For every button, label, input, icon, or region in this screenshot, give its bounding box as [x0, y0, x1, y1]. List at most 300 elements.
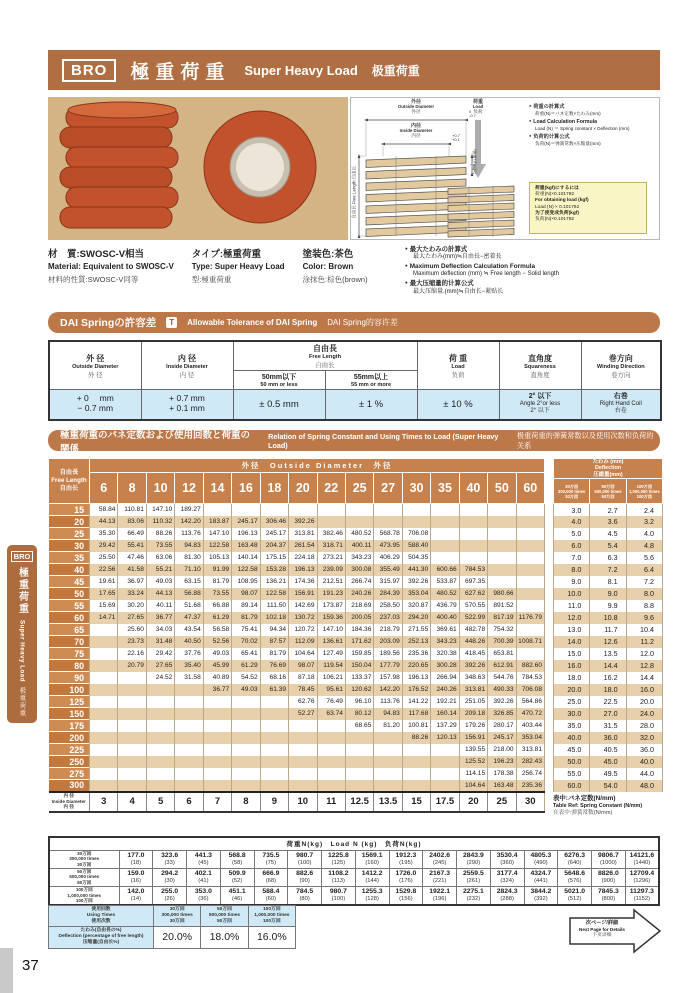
spring-constant-row	[49, 684, 545, 696]
spring-constant-cell: 51.68	[175, 600, 203, 612]
label-line: 100万回	[75, 898, 93, 904]
load-kg-value: (80)	[299, 896, 310, 903]
load-kg-value: (100)	[297, 859, 312, 866]
spring-constant-cell	[118, 672, 146, 684]
spring-constant-cell: 105.13	[203, 552, 231, 564]
od-tolerance-label: 0 -0.7	[469, 109, 476, 119]
spring-constant-cell: 1008.71	[516, 636, 544, 648]
formula-title: ● 荷重の計算式	[529, 104, 657, 111]
formula-title: ● 最大压缩量的计算公式	[405, 280, 661, 288]
spring-constant-cell: 87.18	[289, 672, 317, 684]
load-kg-value: (221)	[432, 878, 447, 885]
legend-en: Table Ref: Spring Constant (N/mm)	[553, 803, 643, 810]
spring-constant-cell	[516, 576, 544, 588]
spring-constant-cell: 14.71	[90, 612, 118, 624]
free-length-label: 300	[49, 780, 90, 792]
spring-constant-cell	[118, 732, 146, 744]
deflection-cell: 4.0	[626, 528, 662, 540]
spring-constant-cell	[289, 732, 317, 744]
spring-constant-cell: 504.35	[402, 552, 430, 564]
spring-constant-row	[49, 516, 545, 528]
load-row	[49, 868, 659, 886]
od-value: 10	[146, 473, 174, 504]
load-kg-value: (441)	[534, 878, 548, 885]
spring-constant-cell: 522.99	[459, 612, 487, 624]
deflection-cell: 54.0	[590, 780, 626, 792]
deflection-cell: 13.5	[590, 648, 626, 660]
id-dimension-label: 内径 Inside Diameter 内径	[399, 123, 433, 138]
spring-constant-cell: 29.42	[146, 648, 174, 660]
spring-constant-cell: 15.69	[90, 600, 118, 612]
spring-constant-cell	[431, 540, 459, 552]
spring-constant-cell	[431, 780, 459, 792]
spring-constant-cell	[317, 768, 345, 780]
fl55-tolerance-value: ± 1 %	[325, 390, 417, 420]
load-kg-value: (75)	[265, 859, 277, 866]
deflection-cell: 3.0	[554, 504, 590, 516]
load-cell	[423, 886, 457, 905]
spring-constant-cell	[516, 516, 544, 528]
load-kg-value: (900)	[601, 878, 616, 885]
load-cell	[423, 850, 457, 868]
load-kg-value: (46)	[231, 896, 243, 903]
table-legend	[553, 795, 695, 818]
spring-constant-cell: 120.13	[431, 732, 459, 744]
spring-constant-cell: 113.76	[175, 528, 203, 540]
spring-constant-cell: 174.36	[289, 576, 317, 588]
spring-constant-cell	[146, 756, 174, 768]
spring-constant-cell	[175, 732, 203, 744]
spring-constant-cell: 235.36	[516, 780, 544, 792]
spring-constant-cell	[459, 528, 487, 540]
load-kg-value: (36)	[198, 896, 209, 903]
spring-constant-row	[49, 708, 545, 720]
spring-constant-cell: 119.54	[317, 660, 345, 672]
spring-constant-section-header	[48, 429, 660, 455]
type-column	[192, 246, 285, 304]
load-kg-value: (113)	[331, 878, 345, 885]
usage-value-row	[49, 926, 296, 948]
spring-constant-cell: 56.88	[175, 588, 203, 600]
usage-times-table	[48, 905, 296, 949]
deflection-row	[554, 516, 663, 528]
col-winding-direction: 巻方向 Winding Direction 卷方向	[581, 341, 661, 390]
inside-diameter-row	[49, 792, 545, 812]
label-line: 内 径	[63, 804, 74, 810]
spring-constant-cell: 406.29	[374, 552, 402, 564]
spring-constant-cell: 192.21	[431, 696, 459, 708]
load-value: 509.9	[228, 870, 246, 878]
material-jp: 材 質:SWOSC-V相当	[48, 249, 145, 260]
col-fl-50orless: 50mm以下 50 mm or less	[233, 371, 325, 390]
spring-constant-cell: 70.02	[232, 636, 260, 648]
spring-constant-cell: 47.46	[118, 552, 146, 564]
od-value: 22	[317, 473, 345, 504]
free-length-label: 50	[49, 588, 90, 600]
load-value: 1922.1	[429, 888, 451, 896]
spring-constant-cell: 178.38	[488, 768, 516, 780]
spring-constant-row	[49, 744, 545, 756]
formula-body: Load (N) ＝ Spring constant × Deflection (mm)	[535, 125, 630, 131]
inside-diameter-value: 15	[402, 792, 430, 812]
spring-constant-cell: 81.79	[203, 576, 231, 588]
max-deflection-item	[405, 263, 661, 279]
load-value: 451.1	[228, 888, 246, 896]
spring-constant-cell: 173.87	[317, 600, 345, 612]
load-value: 1412.2	[361, 870, 383, 878]
spring-constant-cell	[516, 648, 544, 660]
spring-constant-cell: 353.04	[402, 588, 430, 600]
formula-body: 荷重(N)＝バネ定数×たわみ(mm)	[535, 110, 601, 116]
load-cell	[592, 868, 626, 886]
load-kg-value: (195)	[399, 859, 413, 866]
spring-constant-cell: 320.87	[402, 600, 430, 612]
spring-constant-cell: 343.23	[431, 636, 459, 648]
spring-constant-cell	[90, 756, 118, 768]
deflection-cell: 15.0	[554, 648, 590, 660]
spring-constant-cell: 196.23	[488, 756, 516, 768]
spring-constant-cell: 315.97	[374, 576, 402, 588]
od-value: 8	[118, 473, 146, 504]
free-length-label: 60	[49, 612, 90, 624]
spring-constant-cell: 98.07	[232, 588, 260, 600]
load-cell	[153, 850, 187, 868]
spring-constant-cell	[374, 732, 402, 744]
spring-constant-cell: 81.30	[175, 552, 203, 564]
formula-item	[529, 134, 657, 146]
load-cell	[220, 886, 254, 905]
spring-constant-cell: 191.23	[317, 588, 345, 600]
spring-constant-cell	[516, 540, 544, 552]
spring-constant-cell	[146, 768, 174, 780]
deflection-cell: 12.8	[626, 660, 662, 672]
label-line: 内 径	[63, 793, 74, 799]
spring-constant-cell: 353.04	[516, 732, 544, 744]
load-kg-value: (360)	[500, 859, 514, 866]
spring-constant-cell	[402, 768, 430, 780]
spring-constant-cell: 68.65	[345, 720, 373, 732]
load-cell	[322, 886, 356, 905]
load-kg-value: (290)	[466, 859, 481, 866]
spring-constant-cell: 31.48	[146, 636, 174, 648]
spring-constant-cell: 784.53	[459, 564, 487, 576]
load-value: 4805.3	[530, 852, 552, 859]
spring-constant-cell	[90, 744, 118, 756]
spring-constant-cell: 91.99	[203, 564, 231, 576]
spring-constant-cell	[488, 504, 516, 516]
label-line: 30万回	[169, 918, 185, 924]
spring-constant-cell: 240.26	[431, 684, 459, 696]
spring-constant-cell: 96.10	[345, 696, 373, 708]
spring-constant-cell: 98.07	[289, 660, 317, 672]
spring-constant-cell	[260, 696, 288, 708]
spring-constant-cell: 568.78	[374, 528, 402, 540]
spring-constant-cell: 81.79	[260, 648, 288, 660]
spring-constant-cell: 117.68	[402, 708, 430, 720]
spring-constant-cell: 142.69	[289, 600, 317, 612]
deflection-cell: 24.0	[626, 708, 662, 720]
spring-constant-cell	[232, 768, 260, 780]
label-line: たわみ (mm)	[592, 459, 624, 465]
spring-constant-row	[49, 624, 545, 636]
load-kg-value: (1000)	[599, 859, 617, 866]
deflection-row	[554, 540, 663, 552]
load-row	[49, 886, 659, 905]
deflection-cell: 31.5	[590, 720, 626, 732]
deflection-row	[554, 672, 663, 684]
spring-constant-cell: 300.28	[431, 660, 459, 672]
inside-diameter-value: 12.5	[345, 792, 373, 812]
spring-constant-cell: 392.26	[459, 660, 487, 672]
deflection-row	[554, 552, 663, 564]
spring-constant-cell	[374, 516, 402, 528]
load-cell	[457, 850, 491, 868]
load-value: 588.4	[262, 888, 280, 896]
spring-constant-cell	[146, 732, 174, 744]
side-tab	[7, 545, 37, 723]
load-kg-value: (196)	[432, 896, 447, 903]
deflection-cell: 9.0	[590, 588, 626, 600]
load-value: 2402.6	[429, 852, 451, 859]
deflection-cell: 25.0	[554, 696, 590, 708]
load-value: 1912.3	[395, 852, 417, 859]
cycle-count-header	[626, 479, 662, 504]
od-value: 60	[516, 473, 544, 504]
spring-constant-cell	[232, 744, 260, 756]
label-line: 1,000,000 times	[254, 912, 290, 918]
deflection-cell: 3.6	[590, 516, 626, 528]
page-title-en: Super Heavy Load	[244, 62, 358, 78]
free-length-label: 100	[49, 684, 90, 696]
spring-constant-cell: 245.17	[232, 516, 260, 528]
spring-constant-cell: 73.55	[203, 588, 231, 600]
formula-body: Maximum deflection (mm) ≒ Free length − Solid length	[413, 271, 559, 278]
spring-constant-cell: 68.16	[260, 672, 288, 684]
spring-constant-cell	[488, 516, 516, 528]
load-cell	[625, 886, 659, 905]
spring-constant-cell: 40.89	[203, 672, 231, 684]
spring-constant-cell: 706.08	[402, 528, 430, 540]
spring-constant-cell	[317, 780, 345, 792]
spring-constant-cell	[203, 768, 231, 780]
legend-cn: 在表中:弹簧常数(N/mm)	[553, 810, 613, 817]
spring-constant-cell: 196.13	[289, 564, 317, 576]
spring-constant-cell: 104.64	[459, 780, 487, 792]
spring-constant-cell: 83.06	[118, 516, 146, 528]
load-tolerance-value: ± 10 %	[417, 390, 499, 420]
deflection-cell: 11.0	[554, 600, 590, 612]
section2-title-jp: 極重荷重のバネ定数および使用回数と荷重の関係	[60, 429, 251, 455]
inside-diameter-value: 10	[289, 792, 317, 812]
spring-constant-cell	[374, 744, 402, 756]
spring-constant-cell	[90, 648, 118, 660]
load-cell	[254, 886, 288, 905]
spring-constant-cell: 441.30	[402, 564, 430, 576]
spring-constant-row	[49, 600, 545, 612]
inside-diameter-value: 7	[203, 792, 231, 812]
load-value: 5648.6	[564, 870, 586, 878]
color-cn: 涂抹色:棕色(brown)	[302, 275, 368, 284]
label-line: 30万回	[77, 850, 92, 856]
spring-constant-cell: 700.39	[488, 636, 516, 648]
spring-constant-cell	[317, 720, 345, 732]
spring-constant-cell: 490.33	[488, 684, 516, 696]
spring-constant-cell	[232, 696, 260, 708]
spring-constant-cell: 61.39	[260, 684, 288, 696]
kgf-line: 荷重(kgf)にするには	[535, 186, 579, 191]
free-length-label: 30	[49, 540, 90, 552]
spring-constant-cell: 142.20	[374, 684, 402, 696]
label-line: 1,000,000 times	[67, 892, 102, 898]
label-line: 100万回	[636, 483, 653, 489]
formula-item	[529, 104, 657, 116]
deflection-row	[554, 624, 663, 636]
spring-constant-row	[49, 756, 545, 768]
spring-constant-cell: 139.55	[459, 744, 487, 756]
spring-constant-cell: 49.03	[146, 576, 174, 588]
max-deflection-item	[405, 280, 661, 296]
spring-constant-cell	[90, 636, 118, 648]
inside-diameter-value: 9	[260, 792, 288, 812]
spring-constant-cell: 94.83	[175, 540, 203, 552]
load-value: 11297.3	[629, 888, 654, 896]
load-kg-value: (800)	[601, 896, 616, 903]
spring-constant-cell: 280.17	[488, 720, 516, 732]
label-line: 圧縮量(mm)	[593, 471, 623, 478]
deflection-cell: 14.0	[554, 636, 590, 648]
inside-diameter-value: 4	[118, 792, 146, 812]
spring-constant-cell: 52.56	[203, 636, 231, 648]
spring-constant-cell: 177.79	[374, 660, 402, 672]
id-tolerance-label: +0.7 +0.1	[452, 133, 460, 143]
spring-constant-cell: 142.20	[175, 516, 203, 528]
spring-constant-cell	[90, 768, 118, 780]
label-line: 50万回	[77, 880, 92, 886]
load-value: 441.3	[194, 852, 212, 859]
free-length-label: 200	[49, 732, 90, 744]
spring-constant-cell: 31.58	[175, 672, 203, 684]
free-length-label: 20	[49, 516, 90, 528]
spring-constant-cell	[374, 756, 402, 768]
spring-constant-cell	[203, 756, 231, 768]
spring-constant-cell: 256.74	[516, 768, 544, 780]
load-value: 882.6	[296, 870, 314, 878]
formula-body: 负荷(N)＝弹簧常数×压缩量(mm)	[535, 140, 601, 146]
spring-constant-cell: 784.53	[516, 672, 544, 684]
od-value: 35	[431, 473, 459, 504]
deflection-cell: 6.0	[554, 540, 590, 552]
tolerance-title-cn: DAI Spring的容许差	[327, 318, 398, 327]
next-page-arrow[interactable]	[568, 908, 662, 954]
spring-constant-cell: 111.50	[260, 600, 288, 612]
load-cell	[558, 886, 592, 905]
spring-constant-cell	[431, 756, 459, 768]
spring-constant-cell	[459, 504, 487, 516]
spring-constant-cell: 36.77	[146, 612, 174, 624]
spring-constant-cell: 22.56	[90, 564, 118, 576]
spring-constant-cell: 110.81	[118, 504, 146, 516]
spring-constant-cell: 203.09	[374, 636, 402, 648]
mt-head-row	[49, 459, 545, 473]
spring-constant-cell: 245.17	[488, 732, 516, 744]
spring-constant-cell: 224.18	[289, 552, 317, 564]
spring-constant-cell: 480.52	[431, 588, 459, 600]
load-kg-value: (232)	[466, 896, 481, 903]
label-line: 30万回	[77, 861, 92, 867]
spring-constant-cell: 627.62	[459, 588, 487, 600]
spring-constant-cell: 153.28	[260, 564, 288, 576]
spring-constant-cell	[488, 564, 516, 576]
spring-constant-cell	[90, 696, 118, 708]
deflection-header	[554, 459, 663, 479]
spring-constant-cell: 318.71	[317, 540, 345, 552]
spring-constant-cell	[459, 516, 487, 528]
spring-constant-cell	[203, 708, 231, 720]
deflection-cell: 10.4	[626, 624, 662, 636]
load-value: 8826.0	[597, 870, 619, 878]
load-kg-value: (26)	[164, 896, 175, 903]
spring-constant-cell: 27.65	[118, 612, 146, 624]
spring-constant-row	[49, 768, 545, 780]
usage-header-row	[49, 906, 296, 927]
spring-constant-cell: 171.62	[345, 636, 373, 648]
spring-constant-cell	[175, 708, 203, 720]
label-line: 压缩量(自由长%)	[82, 940, 120, 946]
label-line: 300,000 times	[69, 856, 100, 862]
kgf-line: 负荷(N)×0.101792	[535, 217, 575, 223]
spring-constant-cell: 24.52	[146, 672, 174, 684]
label-line: 自由長	[59, 469, 79, 477]
tolerance-table	[48, 340, 662, 421]
label-line: 100万回	[636, 494, 653, 500]
spring-constant-cell: 88.26	[146, 528, 174, 540]
load-kg-value: (68)	[265, 878, 277, 885]
spring-constant-cell: 63.74	[317, 708, 345, 720]
side-tab-en: Super Heavy Load	[18, 620, 26, 682]
load-value: 402.1	[194, 870, 212, 878]
spring-constant-cell: 34.03	[146, 624, 174, 636]
deflection-cell: 40.5	[590, 744, 626, 756]
spring-constant-cell: 104.64	[289, 648, 317, 660]
spring-constant-row	[49, 612, 545, 624]
spring-constant-cell	[118, 696, 146, 708]
spring-constant-cell: 237.03	[374, 612, 402, 624]
page-title-jp: 極重荷重	[130, 61, 231, 83]
spring-constant-cell: 19.61	[90, 576, 118, 588]
label-line: 1,000,000 times	[628, 488, 660, 494]
kgf-line: For obtaining load (kgf)	[535, 198, 589, 204]
spring-constant-cell	[118, 756, 146, 768]
spring-constant-cell	[289, 768, 317, 780]
deflection-cell: 22.5	[590, 696, 626, 708]
load-value: 1726.0	[395, 870, 417, 878]
inside-diameter-value: 25	[488, 792, 516, 812]
deflection-cell: 50.0	[554, 756, 590, 768]
deflection-cell: 4.5	[590, 528, 626, 540]
cycle-count-label	[49, 868, 119, 886]
spring-constant-cell	[289, 720, 317, 732]
spring-constant-cell: 251.05	[459, 696, 487, 708]
spring-constant-cell	[317, 504, 345, 516]
spring-constant-cell	[118, 720, 146, 732]
load-value: 14121.6	[629, 852, 655, 859]
label-line: 50万回	[601, 494, 615, 500]
spring-constant-cell	[175, 744, 203, 756]
spring-constant-cell: 343.23	[345, 552, 373, 564]
spring-constant-cell: 204.37	[260, 540, 288, 552]
free-length-label: 45	[49, 576, 90, 588]
spring-constant-cell: 150.04	[345, 660, 373, 672]
